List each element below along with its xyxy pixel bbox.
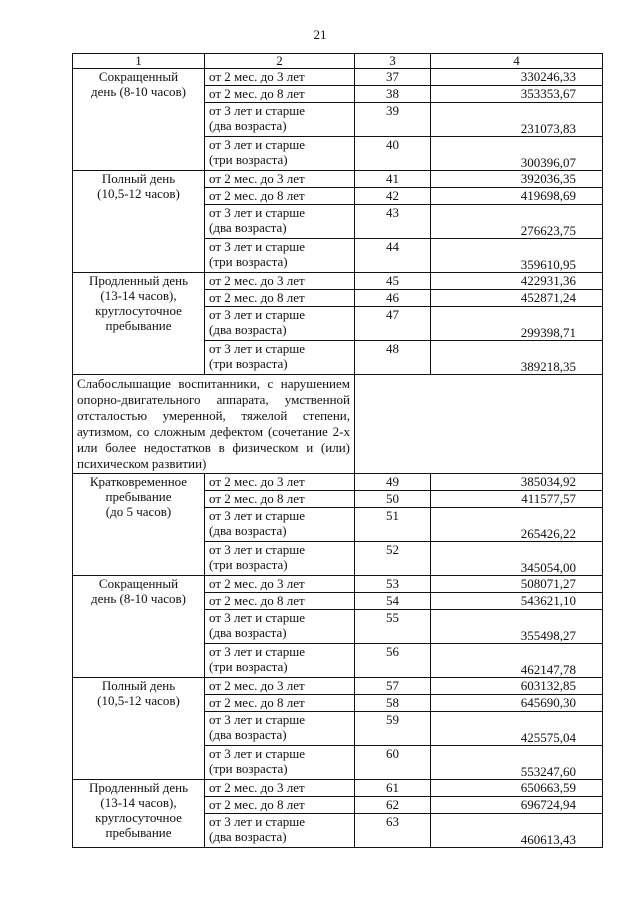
text-line: (три возраста) bbox=[209, 557, 288, 572]
text-line: (два возраста) bbox=[209, 625, 287, 640]
text-line: (10,5-12 часов) bbox=[97, 693, 180, 708]
value-cell: 422931,36 bbox=[431, 273, 603, 290]
text-line: (два возраста) bbox=[209, 118, 287, 133]
value-cell: 231073,83 bbox=[431, 103, 603, 137]
text-line: от 3 лет и старше bbox=[209, 205, 306, 220]
text-line: (два возраста) bbox=[209, 220, 287, 235]
row-number-cell: 54 bbox=[355, 593, 431, 610]
table-row bbox=[73, 171, 603, 188]
age-cell bbox=[205, 644, 355, 678]
row-number-cell: 42 bbox=[355, 188, 431, 205]
row-number-cell: 49 bbox=[355, 474, 431, 491]
row-number-cell: 37 bbox=[355, 69, 431, 86]
row-number-cell: 47 bbox=[355, 307, 431, 341]
age-cell bbox=[205, 341, 355, 375]
table-row bbox=[73, 678, 603, 695]
row-number-cell: 63 bbox=[355, 814, 431, 848]
text-line: (два возраста) bbox=[209, 322, 287, 337]
row-number-cell: 62 bbox=[355, 797, 431, 814]
group-cell bbox=[73, 780, 205, 848]
text-line: (три возраста) bbox=[209, 356, 288, 371]
text-line: Сокращенный bbox=[98, 576, 179, 591]
text-line: (два возраста) bbox=[209, 829, 287, 844]
value-cell: 508071,27 bbox=[431, 576, 603, 593]
text-line: (три возраста) bbox=[209, 761, 288, 776]
value-cell: 543621,10 bbox=[431, 593, 603, 610]
text-line: Полный день bbox=[101, 678, 176, 693]
text-line: день (8-10 часов) bbox=[91, 591, 186, 606]
age-cell bbox=[205, 797, 355, 814]
group-cell bbox=[73, 576, 205, 678]
value-cell: 650663,59 bbox=[431, 780, 603, 797]
text-line: от 2 мес. до 8 лет bbox=[209, 695, 305, 710]
value-cell: 300396,07 bbox=[431, 137, 603, 171]
age-cell bbox=[205, 273, 355, 290]
value-cell: 355498,27 bbox=[431, 610, 603, 644]
age-cell bbox=[205, 205, 355, 239]
section-row bbox=[73, 375, 603, 474]
page-number: 21 bbox=[313, 27, 327, 42]
text-line: от 3 лет и старше bbox=[209, 542, 306, 557]
row-number-cell: 52 bbox=[355, 542, 431, 576]
age-cell bbox=[205, 780, 355, 797]
text-line: от 2 мес. до 8 лет bbox=[209, 188, 305, 203]
row-number-cell: 38 bbox=[355, 86, 431, 103]
value-cell: 425575,04 bbox=[431, 712, 603, 746]
row-number-cell: 44 bbox=[355, 239, 431, 273]
text-line: пребывание bbox=[105, 825, 172, 840]
value-cell: 462147,78 bbox=[431, 644, 603, 678]
row-number-cell: 50 bbox=[355, 491, 431, 508]
age-cell bbox=[205, 576, 355, 593]
text-line: Продленный день bbox=[88, 780, 188, 795]
row-number-cell: 59 bbox=[355, 712, 431, 746]
text-line: от 2 мес. до 8 лет bbox=[209, 290, 305, 305]
text-line: пребывание bbox=[105, 318, 172, 333]
text-line: Полный день bbox=[101, 171, 176, 186]
group-cell bbox=[73, 474, 205, 576]
table-row bbox=[73, 474, 603, 491]
age-cell bbox=[205, 290, 355, 307]
text-line: (три возраста) bbox=[209, 254, 288, 269]
row-number-cell: 55 bbox=[355, 610, 431, 644]
value-cell: 452871,24 bbox=[431, 290, 603, 307]
empty-cell bbox=[355, 375, 603, 474]
age-cell bbox=[205, 814, 355, 848]
age-cell bbox=[205, 137, 355, 171]
text-line: (13-14 часов), bbox=[100, 795, 177, 810]
text-line: от 3 лет и старше bbox=[209, 137, 306, 152]
text-line: от 3 лет и старше bbox=[209, 712, 306, 727]
text-line: от 2 мес. до 8 лет bbox=[209, 593, 305, 608]
age-cell bbox=[205, 307, 355, 341]
text-line: пребывание bbox=[105, 489, 172, 504]
group-cell bbox=[73, 69, 205, 171]
group-cell bbox=[73, 273, 205, 375]
row-number-cell: 43 bbox=[355, 205, 431, 239]
text-line: от 2 мес. до 3 лет bbox=[209, 576, 305, 591]
row-number-cell: 53 bbox=[355, 576, 431, 593]
value-cell: 392036,35 bbox=[431, 171, 603, 188]
age-cell bbox=[205, 474, 355, 491]
row-number-cell: 51 bbox=[355, 508, 431, 542]
age-cell bbox=[205, 508, 355, 542]
value-cell: 553247,60 bbox=[431, 746, 603, 780]
section-title: Слабослышащие воспитанники, с нарушением опорно-двигательного аппарата, умственной отсталостью умеренной, тяжелой степени, аутизмом, со сложным дефектом (сочетание 2-х или более недостатков в физическом и (или) психическом развитии) bbox=[73, 375, 355, 474]
text-line: от 2 мес. до 3 лет bbox=[209, 780, 305, 795]
header-cell: 4 bbox=[431, 54, 603, 69]
text-line: Продленный день bbox=[88, 273, 188, 288]
text-line: от 2 мес. до 8 лет bbox=[209, 86, 305, 101]
value-cell: 359610,95 bbox=[431, 239, 603, 273]
row-number-cell: 48 bbox=[355, 341, 431, 375]
text-line: от 2 мес. до 8 лет bbox=[209, 797, 305, 812]
text-line: от 3 лет и старше bbox=[209, 644, 306, 659]
text-line: (до 5 часов) bbox=[105, 504, 172, 519]
value-cell: 345054,00 bbox=[431, 542, 603, 576]
value-cell: 411577,57 bbox=[431, 491, 603, 508]
row-number-cell: 46 bbox=[355, 290, 431, 307]
text-line: Кратковременное bbox=[89, 474, 188, 489]
text-line: от 3 лет и старше bbox=[209, 610, 306, 625]
text-line: (два возраста) bbox=[209, 727, 287, 742]
age-cell bbox=[205, 695, 355, 712]
age-cell bbox=[205, 188, 355, 205]
row-number-cell: 40 bbox=[355, 137, 431, 171]
text-line: от 3 лет и старше bbox=[209, 341, 306, 356]
age-cell bbox=[205, 239, 355, 273]
age-cell bbox=[205, 678, 355, 695]
header-row bbox=[73, 54, 603, 69]
age-cell bbox=[205, 542, 355, 576]
text-line: от 3 лет и старше bbox=[209, 814, 306, 829]
age-cell bbox=[205, 171, 355, 188]
text-line: день (8-10 часов) bbox=[91, 84, 186, 99]
text-line: (10,5-12 часов) bbox=[97, 186, 180, 201]
row-number-cell: 41 bbox=[355, 171, 431, 188]
header-cell: 3 bbox=[355, 54, 431, 69]
text-line: от 2 мес. до 3 лет bbox=[209, 678, 305, 693]
age-cell bbox=[205, 610, 355, 644]
row-number-cell: 45 bbox=[355, 273, 431, 290]
value-cell: 389218,35 bbox=[431, 341, 603, 375]
age-cell bbox=[205, 593, 355, 610]
age-cell bbox=[205, 103, 355, 137]
tariff-table bbox=[72, 53, 603, 848]
text-line: от 2 мес. до 3 лет bbox=[209, 69, 305, 84]
header-cell: 1 bbox=[73, 54, 205, 69]
age-cell bbox=[205, 491, 355, 508]
row-number-cell: 60 bbox=[355, 746, 431, 780]
group-cell bbox=[73, 171, 205, 273]
age-cell bbox=[205, 746, 355, 780]
text-line: Сокращенный bbox=[98, 69, 179, 84]
text-line: от 2 мес. до 3 лет bbox=[209, 273, 305, 288]
text-line: круглосуточное bbox=[95, 810, 182, 825]
value-cell: 385034,92 bbox=[431, 474, 603, 491]
age-cell bbox=[205, 712, 355, 746]
value-cell: 276623,75 bbox=[431, 205, 603, 239]
value-cell: 353353,67 bbox=[431, 86, 603, 103]
text-line: (три возраста) bbox=[209, 152, 288, 167]
text-line: круглосуточное bbox=[95, 303, 182, 318]
value-cell: 603132,85 bbox=[431, 678, 603, 695]
text-line: (два возраста) bbox=[209, 523, 287, 538]
text-line: (три возраста) bbox=[209, 659, 288, 674]
text-line: от 3 лет и старше bbox=[209, 103, 306, 118]
value-cell: 299398,71 bbox=[431, 307, 603, 341]
table-row bbox=[73, 273, 603, 290]
table-row bbox=[73, 69, 603, 86]
value-cell: 419698,69 bbox=[431, 188, 603, 205]
table-row bbox=[73, 780, 603, 797]
value-cell: 330246,33 bbox=[431, 69, 603, 86]
value-cell: 265426,22 bbox=[431, 508, 603, 542]
value-cell: 696724,94 bbox=[431, 797, 603, 814]
row-number-cell: 39 bbox=[355, 103, 431, 137]
age-cell bbox=[205, 69, 355, 86]
row-number-cell: 57 bbox=[355, 678, 431, 695]
text-line: от 2 мес. до 3 лет bbox=[209, 171, 305, 186]
table-row bbox=[73, 576, 603, 593]
text-line: от 3 лет и старше bbox=[209, 746, 306, 761]
header-cell: 2 bbox=[205, 54, 355, 69]
row-number-cell: 58 bbox=[355, 695, 431, 712]
value-cell: 645690,30 bbox=[431, 695, 603, 712]
row-number-cell: 56 bbox=[355, 644, 431, 678]
text-line: от 2 мес. до 8 лет bbox=[209, 491, 305, 506]
group-cell bbox=[73, 678, 205, 780]
text-line: от 3 лет и старше bbox=[209, 239, 306, 254]
value-cell: 460613,43 bbox=[431, 814, 603, 848]
text-line: от 3 лет и старше bbox=[209, 307, 306, 322]
text-line: от 2 мес. до 3 лет bbox=[209, 474, 305, 489]
text-line: от 3 лет и старше bbox=[209, 508, 306, 523]
age-cell bbox=[205, 86, 355, 103]
row-number-cell: 61 bbox=[355, 780, 431, 797]
text-line: (13-14 часов), bbox=[100, 288, 177, 303]
